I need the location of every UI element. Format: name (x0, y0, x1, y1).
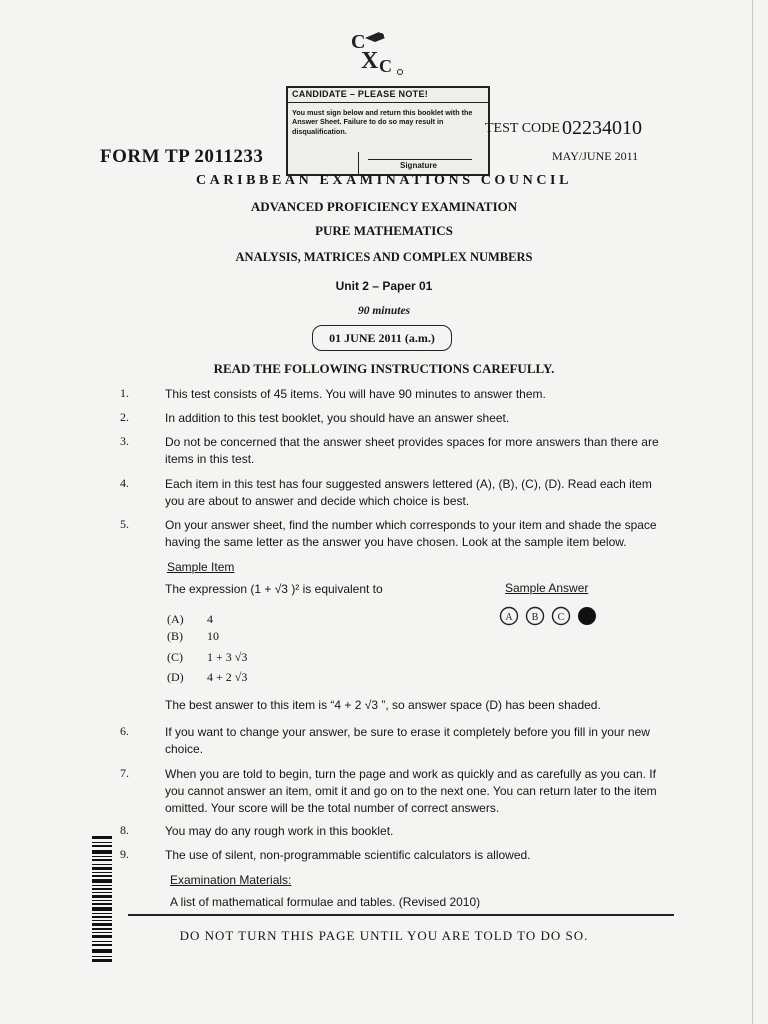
option-letter: (B) (167, 629, 183, 643)
unit-title: Unit 2 – Paper 01 (335, 279, 433, 293)
option-value: 4 (207, 612, 213, 626)
sample-question: The expression (1 + √3 )² is equivalent to (165, 582, 383, 596)
instruction-number: 1. (120, 386, 129, 400)
footer-warning: DO NOT TURN THIS PAGE UNTIL YOU ARE TOLD TO DO SO. (179, 928, 589, 943)
footer-rule (128, 914, 674, 916)
instruction-number: 3. (120, 434, 129, 448)
instruction-number: 7. (120, 766, 129, 780)
option-value: 1 + 3 √3 (207, 650, 248, 664)
notice-title: CANDIDATE – PLEASE NOTE! (292, 89, 429, 99)
instruction-text: The use of silent, non-programmable scientific calculators is allowed. (165, 848, 531, 862)
notice-divider (358, 152, 359, 174)
answer-bubble-a (501, 608, 518, 625)
instruction-number: 5. (120, 517, 129, 531)
instructions-heading: READ THE FOLLOWING INSTRUCTIONS CAREFULLY. (213, 361, 555, 376)
candidate-notice-box (286, 86, 490, 176)
form-code: FORM TP 2011233 (100, 146, 264, 167)
instruction-text: You may do any rough work in this booklet. (165, 824, 394, 838)
exam-session: MAY/JUNE 2011 (552, 149, 639, 163)
instruction-number: 6. (120, 724, 129, 738)
sample-answer-bubbles (498, 605, 608, 627)
instruction-text: In addition to this test booklet, you should have an answer sheet. (165, 411, 510, 425)
notice-body: You must sign below and return this booklet with the Answer Sheet. Failure to do so may result in disqualification. (292, 108, 473, 136)
svg-text:C: C (379, 56, 392, 76)
sample-item-heading: Sample Item (167, 560, 235, 574)
test-code-label: TEST CODE (485, 121, 560, 136)
svg-text:X: X (361, 48, 379, 74)
subject-title: PURE MATHEMATICS (315, 223, 453, 238)
option-letter: (C) (167, 650, 183, 664)
instruction-text: This test consists of 45 items. You will have 90 minutes to answer them. (165, 387, 546, 401)
materials-text: A list of mathematical formulae and tables. (Revised 2010) (170, 895, 481, 909)
exam-title: ADVANCED PROFICIENCY EXAMINATION (250, 199, 518, 214)
instruction-text: On your answer sheet, find the number which corresponds to your item and shade the space having the same letter as the answer you have chosen. Look at the sample item below. (165, 518, 657, 549)
council-title: CARIBBEAN EXAMINATIONS COUNCIL (195, 173, 573, 188)
sample-explanation: The best answer to this item is “4 + 2 √3 ”, so answer space (D) has been shaded. (165, 698, 601, 712)
instruction-number: 9. (120, 847, 129, 861)
page-edge-shadow (752, 0, 753, 1024)
option-letter: (A) (167, 612, 184, 626)
option-value: 10 (207, 629, 219, 643)
instruction-number: 4. (120, 476, 129, 490)
cxc-logo (345, 28, 405, 80)
instruction-text: If you want to change your answer, be sure to erase it completely before you fill in your new choice. (165, 725, 650, 756)
instruction-number: 2. (120, 410, 129, 424)
bubble-letter: C (557, 612, 565, 623)
svg-text:C: C (351, 31, 366, 53)
sample-answer-heading: Sample Answer (505, 581, 589, 595)
materials-heading: Examination Materials: (170, 873, 292, 887)
bubble-letter: A (505, 612, 513, 623)
instruction-text: Each item in this test has four suggested answers lettered (A), (B), (C), (D). Read each item you are about to answer and decide which choice is best. (165, 477, 652, 508)
notice-title-rule (288, 102, 488, 103)
answer-bubble-d-shaded (578, 607, 596, 625)
signature-line[interactable] (368, 159, 472, 160)
answer-bubble-c (553, 608, 570, 625)
option-letter: (D) (167, 670, 184, 684)
bubble-letter: B (531, 612, 539, 623)
instruction-text: Do not be concerned that the answer sheet provides spaces for more answers than there are items in this test. (165, 435, 659, 466)
option-value: 4 + 2 √3 (207, 670, 248, 684)
barcode (92, 836, 112, 964)
exam-date: 01 JUNE 2011 (a.m.) (312, 325, 452, 351)
signature-label: Signature (400, 161, 437, 170)
instruction-text: When you are told to begin, turn the page and work as quickly and as carefully as you can. If you cannot answer an item, omit it and go on to the next one. You can return later to the item omitted. Your score will be the total number of correct answers. (165, 767, 657, 815)
instruction-number: 8. (120, 823, 129, 837)
answer-bubble-b (527, 608, 544, 625)
test-code: 02234010 (562, 117, 642, 139)
module-title: ANALYSIS, MATRICES AND COMPLEX NUMBERS (235, 250, 533, 264)
exam-duration: 90 minutes (357, 305, 411, 317)
